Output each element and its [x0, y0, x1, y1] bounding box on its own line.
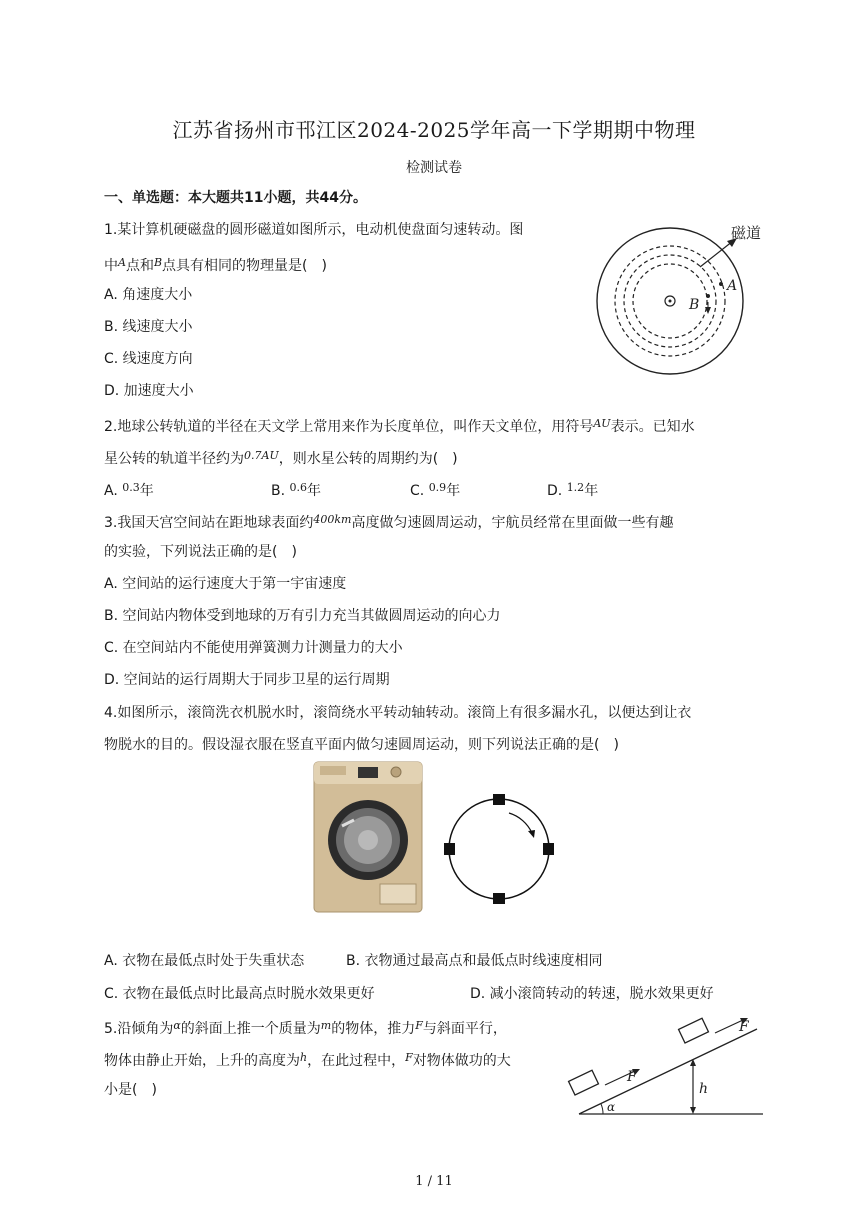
drum-clothes-left: [444, 843, 455, 855]
q1-stem-line2: 中$^A$点和$^B$点具有相同的物理量是( ): [104, 256, 327, 274]
var-b: B: [153, 256, 163, 269]
machine-filter-cover: [380, 884, 416, 904]
var-a: A: [118, 256, 126, 269]
machine-knob: [391, 767, 401, 777]
q5-stem-line1: 5.沿倾角为$^\alpha$的斜面上推一个质量为$^m$的物体，推力$^F$与斜面平行，: [104, 1019, 507, 1037]
q2-option-d: D. $^{1.2}$年: [547, 481, 599, 499]
value-altitude: 400km: [313, 513, 352, 526]
var-f: F: [415, 1019, 423, 1032]
disk-track-figure: [590, 218, 770, 383]
var-h: h: [300, 1051, 308, 1064]
var-m: m: [320, 1019, 332, 1032]
incline-figure: [565, 1015, 770, 1120]
point-b-dot: [706, 294, 710, 298]
q4-option-c: C. 衣物在最低点时比最高点时脱水效果更好: [104, 986, 375, 1002]
q2-option-b: B. $^{0.6}$年: [271, 481, 322, 499]
var-f-2: F: [405, 1051, 413, 1064]
track-label: 磁道: [731, 224, 762, 242]
page-number: 1 / 11: [415, 1174, 453, 1189]
var-alpha: α: [173, 1019, 181, 1032]
q2-stem-line1: 2.地球公转轨道的半径在天文学上常用来作为长度单位，叫作天文单位，用符号$^{AU}$表示。已知水: [104, 417, 695, 435]
force-label-lower: F: [627, 1069, 637, 1085]
block-lower: [569, 1070, 599, 1095]
drum-circle: [449, 799, 549, 899]
drum-clothes-right: [543, 843, 554, 855]
incline-line: [579, 1029, 757, 1114]
page-title: 江苏省扬州市邗江区2024-2025学年高一下学期期中物理: [172, 118, 696, 142]
q1-option-b: B. 线速度大小: [104, 319, 193, 335]
machine-drum-center: [358, 830, 378, 850]
machine-drawer: [320, 766, 346, 775]
q5-stem-line3: 小是( ): [104, 1082, 157, 1098]
axis-dot: [669, 300, 672, 303]
q4-stem-line1: 4.如图所示，滚筒洗衣机脱水时，滚筒绕水平转动轴转动。滚筒上有很多漏水孔，以便达到让衣: [104, 705, 692, 721]
section-heading: 一、单选题：本大题共11小题，共44分。: [104, 190, 367, 206]
page-subtitle: 检测试卷: [406, 160, 462, 176]
q4-stem-line2: 物脱水的目的。假设湿衣服在竖直平面内做匀速圆周运动，则下列说法正确的是( ): [104, 737, 619, 753]
unit-au: AU: [593, 417, 611, 430]
q2-stem-line2: 星公转的轨道半径约为$^{0.7AU}$，则水星公转的周期约为( ): [104, 449, 458, 467]
q3-option-a: A. 空间站的运行速度大于第一宇宙速度: [104, 576, 347, 592]
drum-diagram: [442, 792, 557, 907]
q3-stem-line2: 的实验，下列说法正确的是( ): [104, 544, 297, 560]
q3-option-b: B. 空间站内物体受到地球的万有引力充当其做圆周运动的向心力: [104, 608, 501, 624]
drum-clothes-top: [493, 794, 505, 805]
value-au: 0.7AU: [244, 449, 279, 462]
q2-option-c: C. $^{0.9}$年: [410, 481, 461, 499]
machine-display: [358, 767, 378, 778]
point-b-label: B: [689, 297, 700, 313]
q4-option-b: B. 衣物通过最高点和最低点时线速度相同: [346, 953, 603, 969]
point-a-dot: [719, 282, 723, 286]
q1-option-c: C. 线速度方向: [104, 351, 193, 367]
drum-clothes-bottom: [493, 893, 505, 904]
point-a-label: A: [727, 278, 738, 294]
angle-label: α: [607, 1100, 616, 1114]
force-label-upper: F: [739, 1019, 749, 1035]
q1-stem-line1: 1.某计算机硬磁盘的圆形磁道如图所示，电动机使盘面匀速转动。图: [104, 222, 524, 238]
q3-option-d: D. 空间站的运行周期大于同步卫星的运行周期: [104, 672, 390, 688]
q2-option-a: A. $^{0.3}$年: [104, 481, 154, 499]
height-label: h: [699, 1081, 709, 1097]
q4-option-d: D. 减小滚筒转动的转速，脱水效果更好: [470, 986, 714, 1002]
rotation-arrowhead: [528, 830, 535, 838]
q5-stem-line2: 物体由静止开始，上升的高度为$^h$，在此过程中，$^F$对物体做功的大: [104, 1051, 511, 1069]
q1-option-d: D. 加速度大小: [104, 383, 194, 399]
q3-option-c: C. 在空间站内不能使用弹簧测力计测量力的大小: [104, 640, 403, 656]
washing-machine-image: [312, 760, 424, 915]
q4-option-a: A. 衣物在最低点时处于失重状态: [104, 953, 305, 969]
rotation-arc: [509, 813, 532, 833]
block-upper: [679, 1018, 709, 1043]
q1-option-a: A. 角速度大小: [104, 287, 193, 303]
q3-stem-line1: 3.我国天宫空间站在距地球表面约$^{400km}$高度做匀速圆周运动，宇航员经常在里面做一些有趣: [104, 513, 674, 531]
